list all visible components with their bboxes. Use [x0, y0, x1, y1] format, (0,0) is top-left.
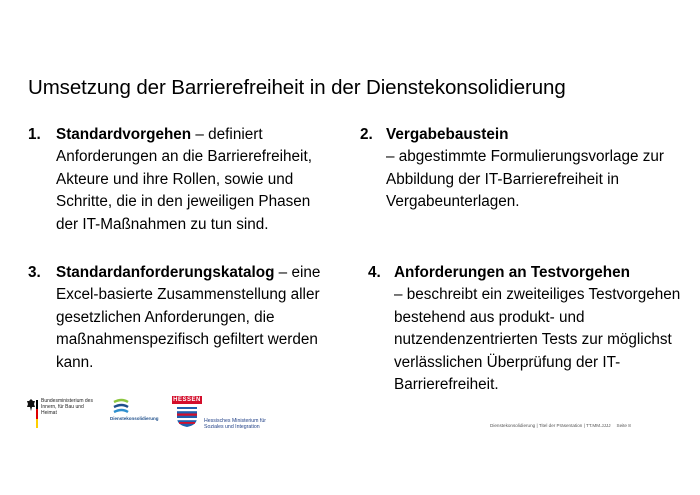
item-heading: Standardanforderungskatalog: [56, 264, 275, 281]
footer-text: Dienstekonsolidierung | Titel der Präsentation | TT.MM.JJJJ: [490, 423, 611, 428]
list-item-1: [28, 124, 328, 236]
hessen-ministry-text: Hessisches Ministerium für Soziales und Integration: [204, 418, 266, 430]
item-text: – eine Excel-basierte Zusammenstellung aller gesetzlichen Anforderungen, die maßnahmenspezifisch gefiltert werden kann.: [56, 264, 321, 371]
item-heading: Standardvorgehen: [56, 126, 192, 143]
item-heading: Vergabebaustein: [386, 126, 509, 143]
list-item-3: [28, 262, 338, 374]
item-number: 3.: [28, 264, 41, 281]
slide-footer: [490, 423, 631, 428]
bmi-logo-text: Bundesministerium des Innern, für Bau und Heimat: [41, 398, 93, 416]
item-number: 1.: [28, 126, 41, 143]
list-item-4: [368, 262, 688, 396]
page-number: Seite 8: [616, 423, 631, 428]
hessen-lion-crest-icon: [175, 406, 199, 428]
dk-logo-text: Dienstekonsolidierung: [110, 416, 159, 421]
slide-title: Umsetzung der Barrierefreiheit in der Dienstekonsolidierung: [28, 76, 566, 99]
dk-swoosh-icon: [112, 398, 132, 416]
list-item-2: [360, 124, 690, 214]
german-flag-icon: [36, 400, 38, 428]
item-text: – abgestimmte Formulierungsvorlage zur Abbildung der IT-Barrierefreiheit in Vergabeunterlagen.: [386, 148, 665, 211]
item-number: 2.: [360, 126, 373, 143]
bmi-logo: [26, 398, 96, 428]
item-text: – beschreibt ein zweiteiliges Testvorgehen bestehend aus produkt- und nutzendenzentrierten Tests zur möglichst verlässlichen Überprüfung der IT-Barrierefreiheit.: [394, 286, 681, 394]
item-text: – definiert Anforderungen an die Barrierefreiheit, Akteure und ihre Rollen, sowie und Schritte, die in den jeweiligen Phasen der IT-Maßnahmen zu tun sind.: [56, 126, 312, 233]
federal-eagle-icon: [26, 398, 36, 412]
item-heading: Anforderungen an Testvorgehen: [394, 264, 630, 281]
item-number: 4.: [368, 264, 381, 281]
dienstekonsolidierung-logo: [110, 398, 159, 426]
hessen-logo: [172, 396, 282, 432]
footer-logos: [26, 396, 286, 432]
hessen-name: HESSEN: [173, 397, 201, 403]
